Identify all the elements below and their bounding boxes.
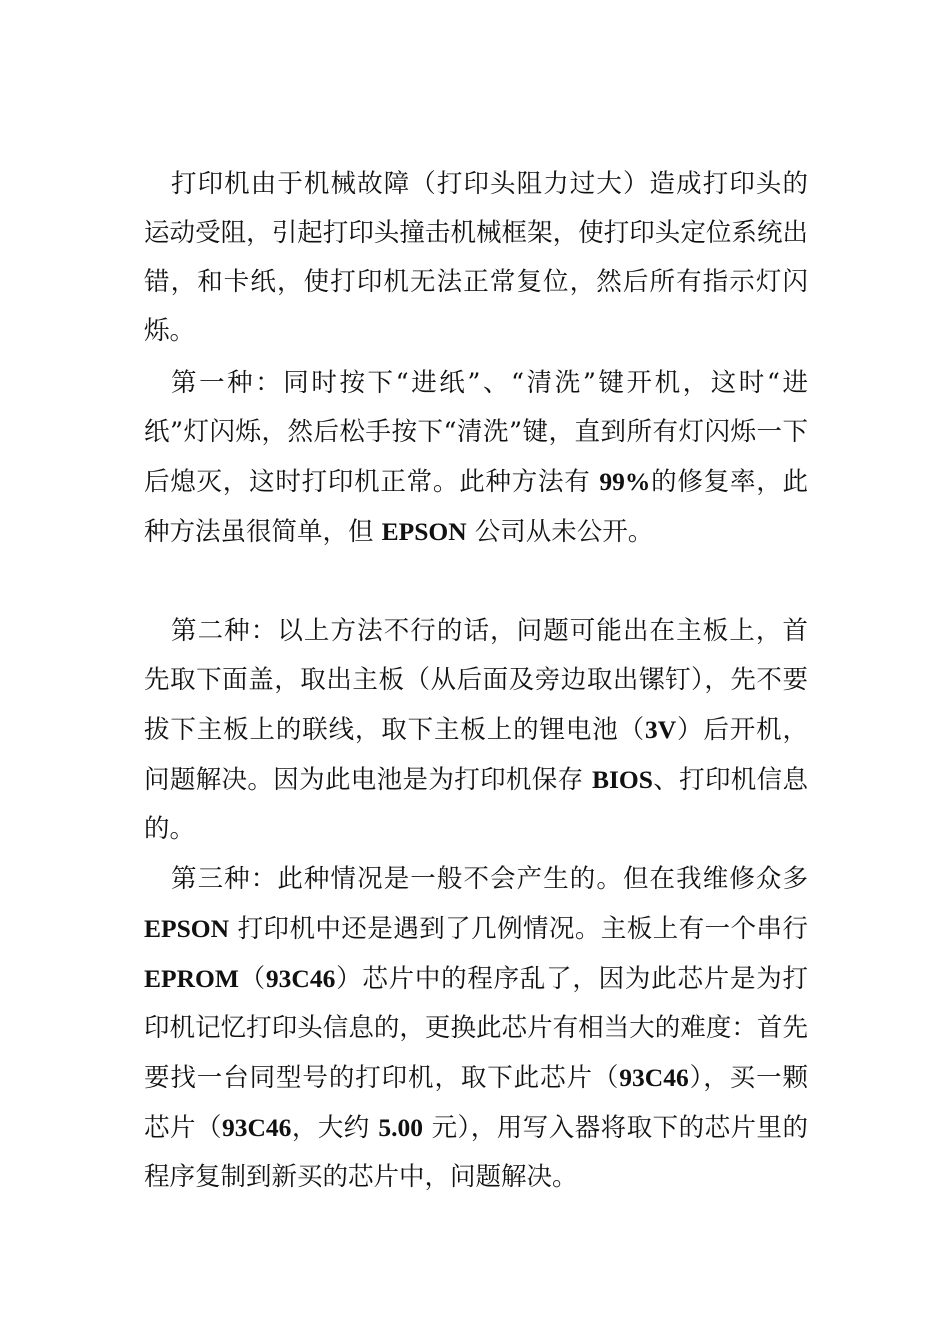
paragraph-method-one	[144, 359, 808, 557]
bold-text-segment: 93C46	[619, 1063, 689, 1092]
bold-text-segment: 3V	[644, 715, 677, 744]
bold-text-segment: 93C46	[265, 964, 336, 993]
text-segment: 第三种：此种情况是一般不会产生的。但在我维修众多	[171, 864, 808, 894]
paragraph-intro	[144, 160, 808, 356]
bold-text-segment: EPROM	[144, 964, 239, 993]
text-segment: ）后开机，问题解决。因为此电池是为打印机保存	[144, 715, 808, 795]
text-segment: 打印机由于机械故障（打印头阻力过大）造成打印头的运动受阻，引起打印头撞击机械框架，使打印头定位系统出错，和卡纸，使打印机无法正常复位，然后所有指示灯闪烁。	[144, 169, 808, 346]
text-segment: 、打印机信息的。	[144, 765, 808, 844]
text-segment: ），买一颗芯片（	[144, 1063, 808, 1143]
text-segment: ）芯片中的程序乱了，因为此芯片是为打印机记忆打印头信息的，更换此芯片有相当大的难度：首先要找一台同型号的打印机，取下此芯片（	[144, 964, 808, 1093]
text-segment: 公司从未公开。	[466, 517, 654, 547]
bold-text-segment: EPSON	[144, 914, 230, 943]
text-segment: 第二种：以上方法不行的话，问题可能出在主板上，首先取下面盖，取出主板（从后面及旁边取出镙钉），先不要拔下主板上的联线，取下主板上的锂电池（	[144, 616, 808, 745]
bold-text-segment: EPSON	[381, 517, 467, 546]
bold-text-segment: 99%	[599, 467, 651, 496]
paragraph-method-three	[144, 855, 808, 1202]
text-segment: 第一种：同时按下“进纸”、“清洗”键开机，这时“进纸”灯闪烁，然后松手按下“清洗”键，直到所有灯闪烁一下后熄灭，这时打印机正常。此种方法有	[144, 368, 808, 497]
bold-text-segment: BIOS	[591, 765, 653, 794]
bold-text-segment: 5.00	[378, 1113, 423, 1142]
text-segment: 元），用写入器将取下的芯片里的程序复制到新买的芯片中，问题解决。	[144, 1113, 808, 1192]
text-segment: （	[238, 964, 266, 994]
text-segment: ，大约	[291, 1113, 379, 1143]
paragraph-method-two	[144, 607, 808, 854]
text-segment: 的修复率，此种方法虽很简单，但	[144, 467, 808, 547]
text-segment: 打印机中还是遇到了几例情况。主板上有一个串行	[229, 914, 808, 944]
bold-text-segment: 93C46	[221, 1113, 292, 1142]
